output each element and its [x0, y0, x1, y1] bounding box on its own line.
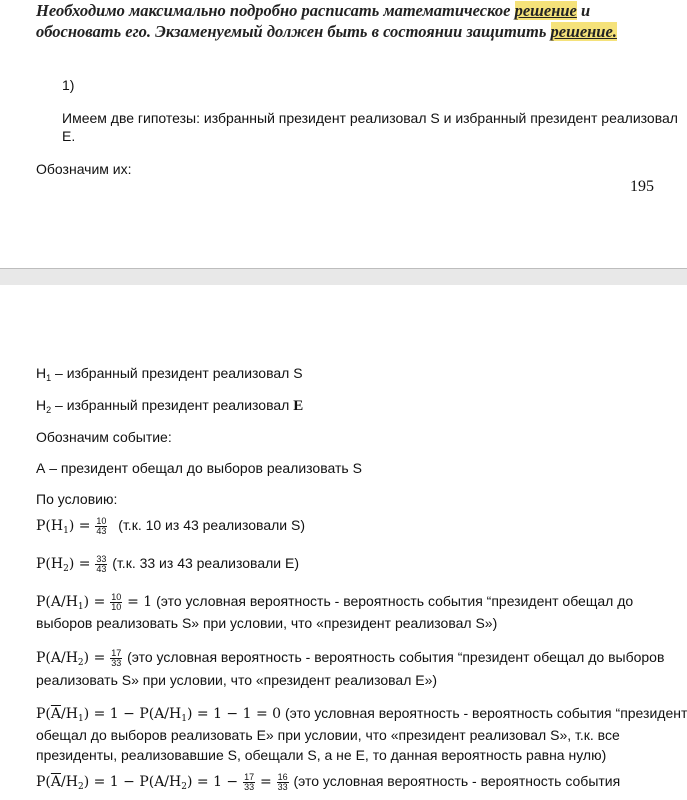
- formula-subscript: 1: [63, 526, 69, 536]
- numerator: 17: [111, 647, 122, 658]
- formula-expression: ) = 1 − 1 = 0: [186, 706, 282, 722]
- instruction-text: и обосновать его. Экзаменуемый должен быть в состоянии защитить: [36, 1, 591, 41]
- highlighted-word: решение.: [550, 22, 617, 41]
- formula-note-cont: президенты, реализовавшие S, обещали S, а не E, то данная вероятность равна нулю): [36, 747, 607, 763]
- formula-lhs: P(H: [36, 518, 64, 534]
- denominator: 43: [96, 525, 107, 536]
- denominator: 33: [244, 781, 255, 792]
- formula-p-abar-h2: [36, 772, 620, 797]
- numerator: 10: [96, 515, 107, 526]
- h2-symbol: H: [36, 397, 47, 413]
- h2-bold-letter: E: [293, 398, 304, 414]
- formula-expression: ) = 1 −: [186, 774, 239, 790]
- formula-lhs: P(A/H: [36, 650, 78, 666]
- event-a-definition: А – президент обещал до выборов реализовать S: [36, 460, 362, 476]
- formula-note: (это условная вероятность - вероятность события “президент: [284, 705, 687, 721]
- h2-description: – избранный президент реализовал: [51, 397, 294, 413]
- complement-event: $\overline{A}$: [50, 706, 62, 722]
- formula-equals: ) =: [68, 518, 91, 534]
- formula-equals: =: [259, 774, 272, 790]
- formula-p-a-h2: [36, 648, 664, 673]
- denominator: 43: [96, 563, 107, 574]
- formula-note-cont: реализовать S» при условии, что «президент реализовал E»): [36, 672, 438, 688]
- h2-subscript: 2: [46, 405, 52, 415]
- formula-result: = 1: [127, 594, 153, 610]
- formula-note-cont: обещал до выборов реализовать E» при условии, что «президент реализовал S», т.к. все: [36, 727, 620, 743]
- document-page-1: [0, 0, 687, 268]
- formula-lhs: P(H: [36, 556, 64, 572]
- formula-expression: ) = 1 − P(A/H: [83, 706, 182, 722]
- hypothesis-h1: [36, 364, 303, 388]
- fraction: [110, 649, 122, 668]
- denominator: 33: [277, 781, 288, 792]
- formula-subscript: 2: [63, 564, 69, 574]
- formula-lhs: P(: [36, 774, 51, 790]
- formula-equals: ) =: [83, 650, 106, 666]
- fraction: [277, 773, 289, 792]
- h1-subscript: 1: [46, 373, 52, 383]
- h1-symbol: H: [36, 365, 47, 381]
- fraction: [243, 773, 255, 792]
- event-denote: Обозначим событие:: [36, 429, 172, 445]
- item-number: 1): [62, 77, 75, 93]
- page-number: 195: [630, 178, 654, 195]
- formula-p-h2: [36, 554, 299, 579]
- denote-text: Обозначим их:: [36, 161, 132, 177]
- formula-lhs: /H: [61, 706, 78, 722]
- h1-description: – избранный президент реализовал S: [51, 365, 303, 381]
- hypotheses-text-line1: Имеем две гипотезы: избранный президент реализовал S и избранный президент реализовал: [62, 110, 678, 126]
- formula-note: (т.к. 10 из 43 реализовали S): [118, 517, 305, 533]
- formula-lhs: P(: [36, 706, 51, 722]
- formula-subscript: 1: [181, 714, 187, 724]
- numerator: 16: [277, 771, 288, 782]
- fraction: [110, 593, 122, 612]
- numerator: 17: [244, 771, 255, 782]
- by-condition: По условию:: [36, 491, 118, 507]
- formula-note-cont: выборов реализовать S» при условии, что «президент реализовал S»): [36, 615, 498, 631]
- task-instruction: [36, 0, 656, 42]
- numerator: 10: [111, 591, 122, 602]
- formula-lhs: /H: [61, 774, 78, 790]
- complement-event: $\overline{A}$: [50, 774, 62, 790]
- instruction-text: Необходимо максимально подробно расписать математическое: [36, 1, 515, 20]
- formula-note: (это условная вероятность - вероятность события “президент обещал до: [156, 593, 634, 609]
- formula-note: (т.к. 33 из 43 реализовали E): [112, 555, 299, 571]
- formula-p-h1: [36, 516, 305, 541]
- fraction: [95, 555, 107, 574]
- hypotheses-text-line2: E.: [62, 128, 76, 144]
- formula-note: (это условная вероятность - вероятность события “президент обещал до выборов: [127, 649, 665, 665]
- formula-subscript: 2: [181, 782, 187, 792]
- denominator: 33: [111, 657, 122, 668]
- formula-subscript: 1: [77, 602, 84, 612]
- formula-subscript: 2: [77, 658, 84, 668]
- formula-equals: ) =: [68, 556, 91, 572]
- formula-expression: ) = 1 − P(A/H: [83, 774, 182, 790]
- formula-subscript: 1: [77, 714, 84, 724]
- formula-subscript: 2: [77, 782, 84, 792]
- denominator: 10: [111, 601, 122, 612]
- hypothesis-h2: [36, 396, 303, 420]
- fraction: [95, 517, 107, 536]
- formula-equals: ) =: [83, 594, 106, 610]
- formula-lhs: P(A/H: [36, 594, 78, 610]
- numerator: 33: [96, 553, 107, 564]
- formula-note: (это условная вероятность - вероятность события: [293, 773, 621, 789]
- highlighted-word: решение: [514, 1, 577, 20]
